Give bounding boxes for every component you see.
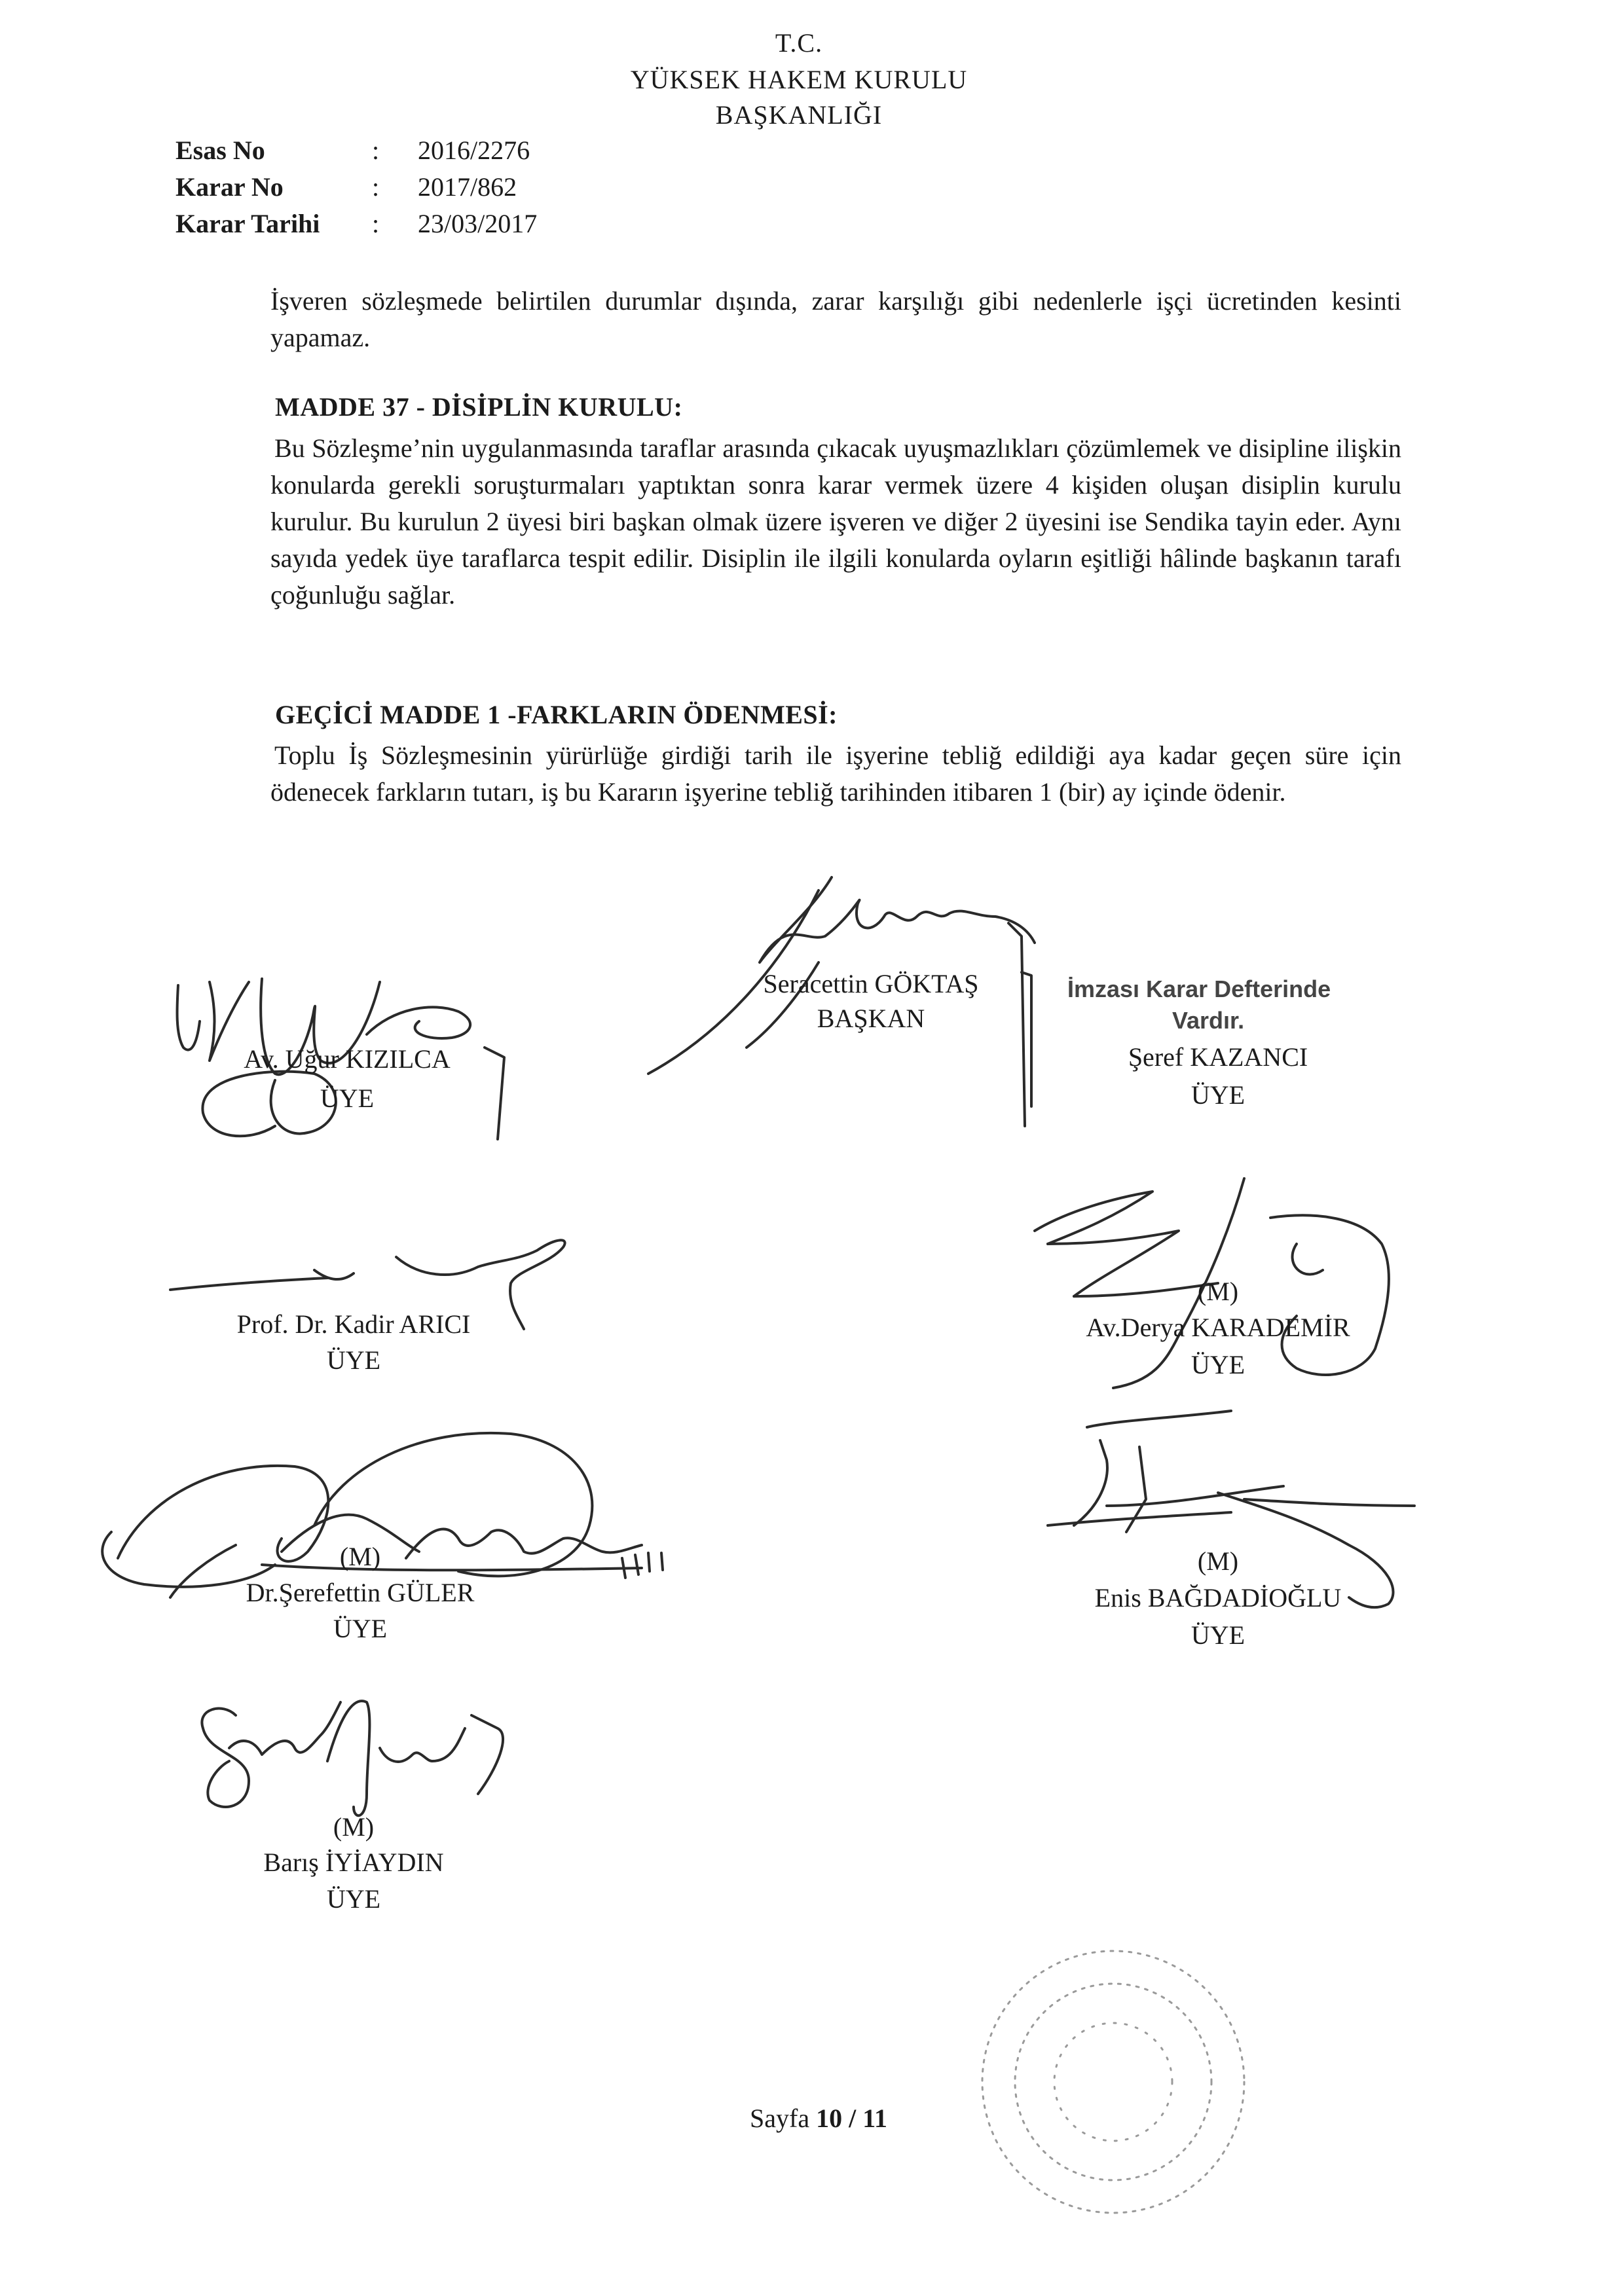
paragraph-deductions: İşveren sözleşmede belirtilen durumlar dışında, zarar karşılığı gibi nedenlerle işçi ücretinden kesinti yapamaz. (270, 286, 1401, 352)
signatory-guler-name: Dr.Şerefettin GÜLER (246, 1578, 475, 1607)
signatory-iyiaydin-name: Barış İYİAYDIN (263, 1848, 444, 1877)
karar-tarihi-colon: : (372, 209, 380, 238)
signatory-bagdadioglu-role: ÜYE (1190, 1620, 1246, 1650)
karar-tarihi-value: 23/03/2017 (418, 209, 538, 238)
signature-bagdadioglu (1048, 1411, 1414, 1607)
signatory-kazanci-role: ÜYE (1190, 1080, 1246, 1110)
signatory-goktas-name: Seracettin GÖKTAŞ (763, 969, 979, 998)
signature-goktas (648, 877, 1035, 1126)
signatory-kizilca-role: ÜYE (320, 1084, 375, 1113)
stamp-vardir: Vardır. (1172, 1007, 1245, 1034)
signatory-karademir-name: Av.Derya KARADEMİR (1086, 1313, 1350, 1342)
stamp-karar-defterinde: İmzası Karar Defterinde (1067, 975, 1331, 1002)
signatory-goktas-role: BAŞKAN (817, 1004, 925, 1033)
official-seal-stamp (982, 1951, 1244, 2213)
page-number-value: 10 / 11 (816, 2104, 887, 2133)
signatory-iyiaydin-role: ÜYE (326, 1884, 381, 1914)
signature-iyiaydin (202, 1701, 503, 1815)
signatory-guler-mark: (M) (339, 1542, 381, 1571)
signatory-karademir-role: ÜYE (1190, 1350, 1246, 1379)
signature-guler (102, 1433, 663, 1597)
heading-gecici-madde-1: GEÇİCİ MADDE 1 -FARKLARIN ÖDENMESİ: (275, 700, 838, 729)
paragraph-farklarin-odenmesi: Toplu İş Sözleşmesinin yürürlüğe girdiği tarih ile işyerine tebliğ edildiği aya kadar geçen süre için ödenecek farkların tutarı, iş bu Kararın işyerine tebliğ tarihinden itibaren 1 (bir) ay içinde ödenir. (270, 740, 1401, 807)
karar-tarihi-label: Karar Tarihi (175, 209, 320, 238)
page-number (750, 2103, 887, 2134)
header-tc: T.C. (775, 28, 823, 58)
signatory-kazanci-name: Şeref KAZANCI (1128, 1042, 1308, 1072)
signatory-iyiaydin-mark: (M) (333, 1812, 375, 1842)
esas-no-label: Esas No (175, 136, 265, 165)
paragraph-disiplin-kurulu: Bu Sözleşme’nin uygulanmasında taraflar arasında çıkacak uyuşmazlıkları çözümlemek ve disipline ilişkin konularda gerekli soruşturmaları yaptıktan sonra karar vermek üzere 4 kişiden oluşan disiplin kurulu kurulur. Bu kurulun 2 üyesi biri başkan olmak üzere işveren ve diğer 2 üyesini ise Sendika tayin eder. Aynı sayıda yedek üye taraflarca tespit edilir. Disiplin ile ilgili konularda oyların eşitliği hâlinde başkanın tarafı çoğunluğu sağlar. (270, 433, 1401, 610)
esas-no-value: 2016/2276 (418, 136, 530, 165)
signatory-bagdadioglu-name: Enis BAĞDADİOĞLU (1094, 1583, 1342, 1613)
signatory-karademir-mark: (M) (1197, 1277, 1239, 1306)
header-presidency: BAŞKANLIĞI (715, 100, 883, 130)
karar-no-colon: : (372, 172, 380, 202)
page-number-prefix: Sayfa (750, 2104, 810, 2133)
karar-no-value: 2017/862 (418, 172, 517, 202)
signatory-guler-role: ÜYE (333, 1614, 388, 1643)
header-institution: YÜKSEK HAKEM KURULU (630, 65, 968, 94)
signatory-arici-name: Prof. Dr. Kadir ARICI (236, 1309, 471, 1339)
esas-no-colon: : (372, 136, 380, 165)
karar-no-label: Karar No (175, 172, 284, 202)
signatory-kizilca-name: Av. Uğur KIZILCA (244, 1044, 451, 1074)
heading-madde-37: MADDE 37 - DİSİPLİN KURULU: (275, 392, 683, 422)
signatory-bagdadioglu-mark: (M) (1197, 1546, 1239, 1576)
signatory-arici-role: ÜYE (326, 1345, 381, 1375)
